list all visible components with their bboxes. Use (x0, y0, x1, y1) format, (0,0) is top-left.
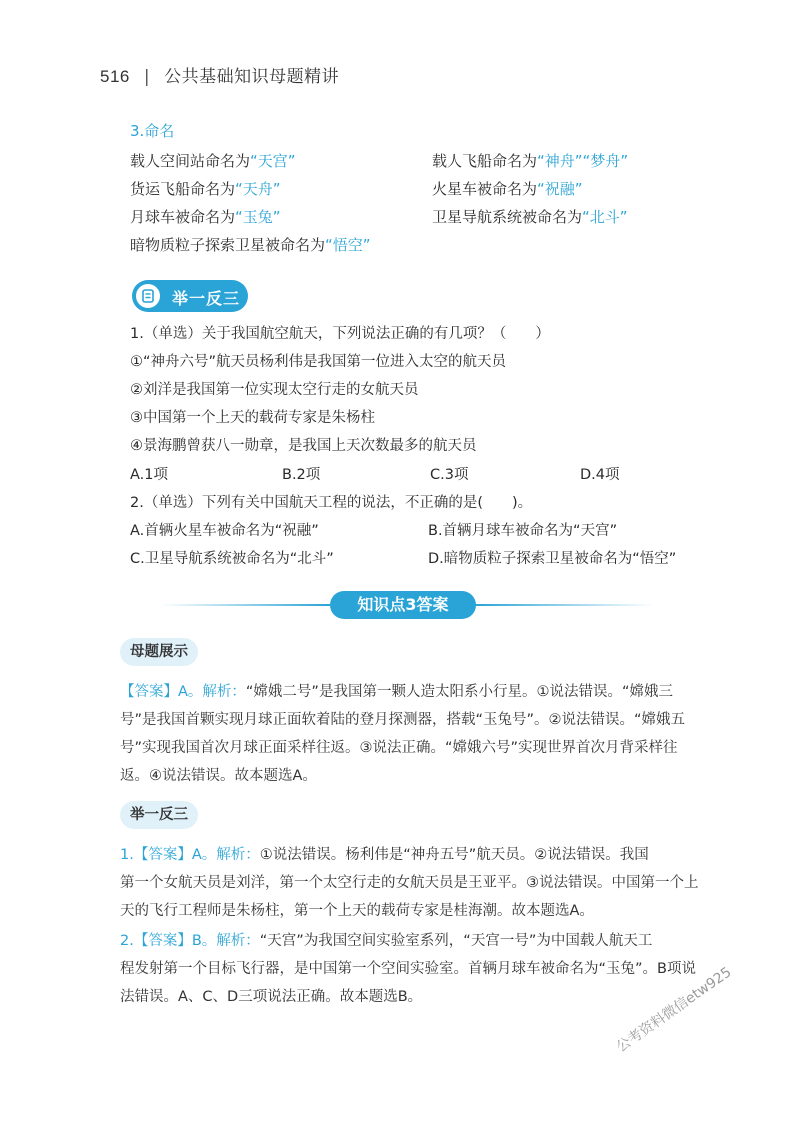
option-c: C.卫星导航系统被命名为“北斗” (130, 551, 334, 567)
divider-line-right (474, 604, 654, 606)
naming-item: 载人空间站命名为“天宫” (130, 152, 296, 170)
statement: ④景海鹏曾获八一勋章，是我国上天次数最多的航天员 (130, 438, 477, 454)
answer-line: 法错误。A、C、D三项说法正确。故本题选B。 (120, 989, 423, 1005)
answer-line: 号”是我国首颗实现月球正面软着陆的登月探测器，搭载“玉兔号”。②说法错误。“嫦娥五 (120, 712, 686, 728)
option-b: B.首辆月球车被命名为“天宫” (428, 523, 618, 539)
practice-pill: 举一反三 (120, 801, 198, 829)
section-title: 3.命名 (130, 122, 175, 140)
option-b: B.2项 (282, 467, 321, 483)
naming-item: 载人飞船命名为“神舟”“梦舟” (432, 152, 629, 170)
watermark: 公考资料微信etw925 (613, 964, 735, 1056)
option-c: C.3项 (430, 467, 469, 483)
answer-line: 2.【答案】B。解析：“天宫”为我国空间实验室系列，“天宫一号”为中国载人航天工 (120, 933, 653, 949)
practice-badge-label: 举一反三 (172, 289, 241, 308)
question-1-stem: 1.（单选）关于我国航空航天，下列说法正确的有几项？（ ） (130, 326, 550, 342)
divider-line-left (160, 604, 330, 606)
statement: ③中国第一个上天的载荷专家是朱杨柱 (130, 410, 375, 426)
answer-line: 程发射第一个目标飞行器，是中国第一个空间实验室。首辆月球车被命名为“玉兔”。B项说 (120, 961, 696, 977)
answer-line: 天的飞行工程师是朱杨柱，第一个上天的载荷专家是桂海潮。故本题选A。 (120, 903, 594, 919)
answer-line: 【答案】A。解析：“嫦娥二号”是我国第一颗人造太阳系小行星。①说法错误。“嫦娥三 (120, 684, 673, 700)
answer-section-title: 知识点3答案 (330, 591, 476, 619)
option-d: D.暗物质粒子探索卫星被命名为“悟空” (428, 551, 677, 567)
header-separator: | (143, 67, 151, 87)
naming-item: 月球车被命名为“玉兔” (130, 208, 281, 226)
answer-line: 1.【答案】A。解析：①说法错误。杨利伟是“神舟五号”航天员。②说法错误。我国 (120, 847, 649, 863)
page-number: 516 (100, 67, 130, 86)
answer-line: 第一个女航天员是刘洋，第一个太空行走的女航天员是王亚平。③说法错误。中国第一个上 (120, 875, 699, 891)
statement: ②刘洋是我国第一位实现太空行走的女航天员 (130, 382, 419, 398)
answer-line: 号”实现我国首次月球正面采样往返。③说法正确。“嫦娥六号”实现世界首次月背采样往 (120, 740, 678, 756)
naming-item: 火星车被命名为“祝融” (432, 180, 583, 198)
book-title: 公共基础知识母题精讲 (164, 67, 340, 87)
naming-item: 货运飞船命名为“天舟” (130, 180, 281, 198)
notebook-icon (134, 282, 162, 310)
naming-item: 暗物质粒子探索卫星被命名为“悟空” (130, 236, 371, 254)
option-a: A.1项 (130, 467, 168, 483)
statement: ①“神舟六号”航天员杨利伟是我国第一位进入太空的航天员 (130, 354, 507, 370)
question-2-stem: 2.（单选）下列有关中国航天工程的说法，不正确的是( )。 (130, 495, 533, 511)
answer-line: 返。④说法错误。故本题选A。 (120, 768, 317, 784)
page-header (100, 62, 339, 87)
naming-item: 卫星导航系统被命名为“北斗” (432, 208, 628, 226)
practice-badge (132, 280, 248, 312)
option-a: A.首辆火星车被命名为“祝融” (130, 523, 319, 539)
mother-question-pill: 母题展示 (120, 638, 198, 666)
option-d: D.4项 (580, 467, 620, 483)
